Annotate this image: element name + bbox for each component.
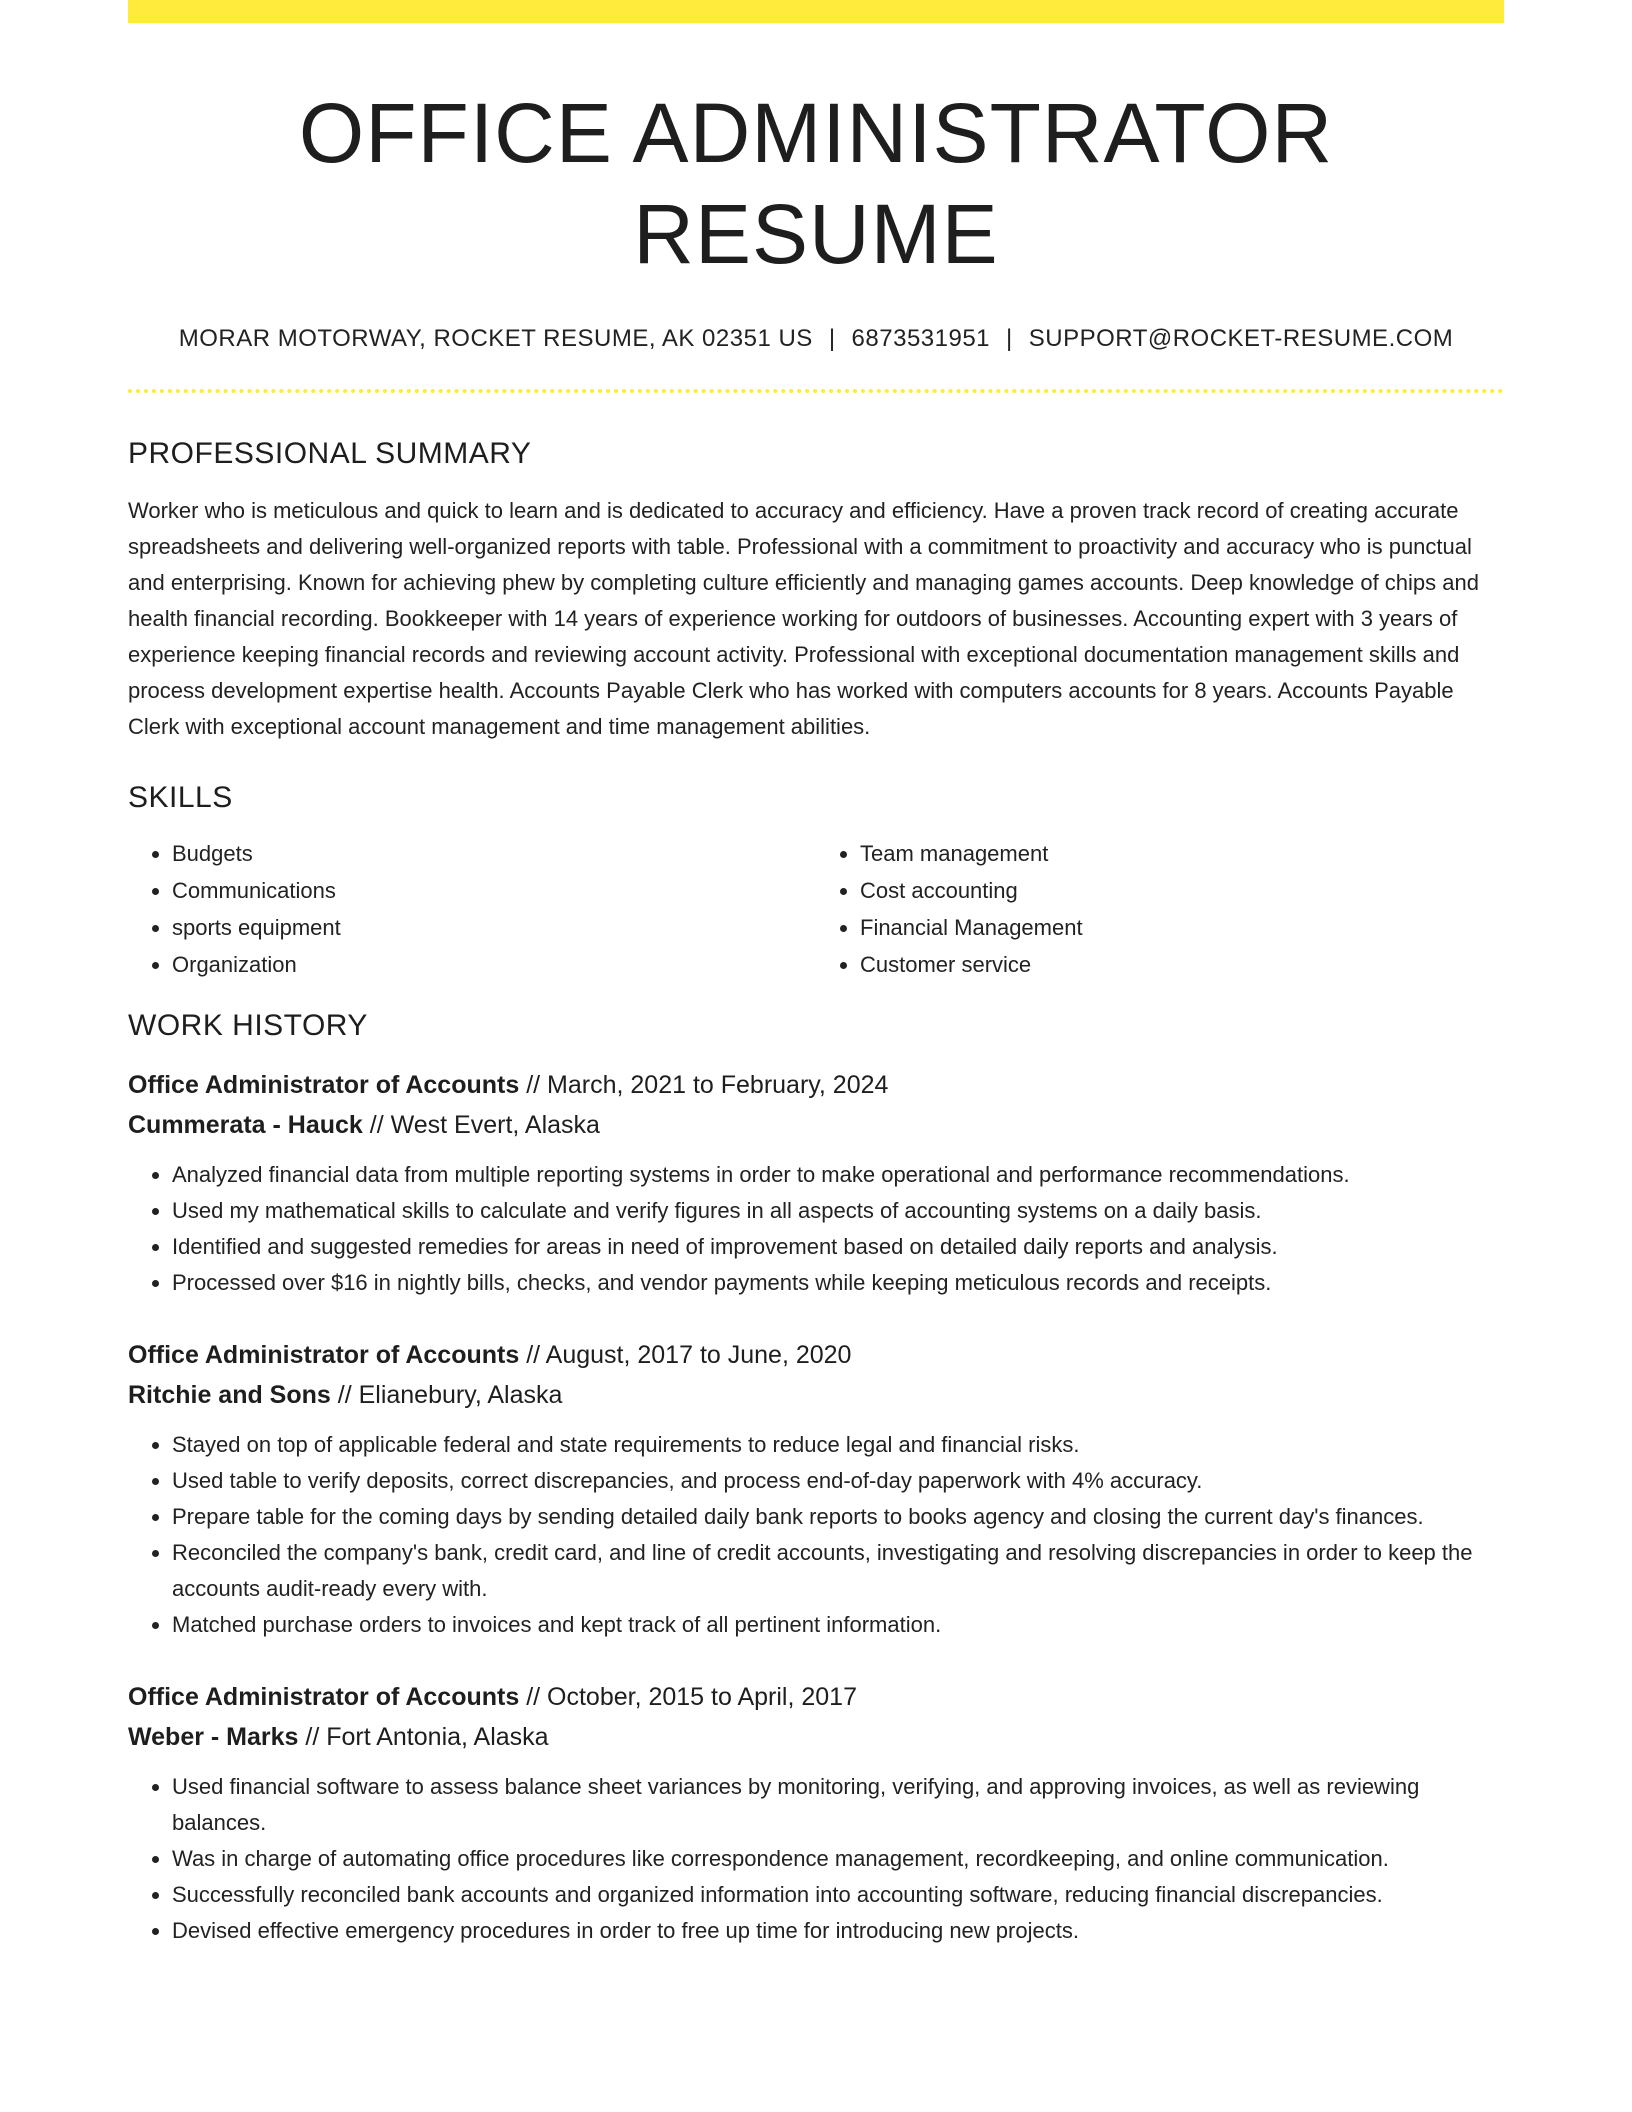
- job-company-line: [128, 1105, 1504, 1145]
- job-bullet: • Matched purchase orders to invoices and kept track of all pertinent information.: [172, 1607, 1504, 1643]
- job-bullet: • Processed over $16 in nightly bills, checks, and vendor payments while keeping meticulous records and receipts.: [172, 1265, 1504, 1301]
- job-dates: // October, 2015 to April, 2017: [519, 1682, 857, 1711]
- resume-page: [128, 0, 1504, 1949]
- job-bullet: • Devised effective emergency procedures in order to free up time for introducing new projects.: [172, 1913, 1504, 1949]
- job-dates: // March, 2021 to February, 2024: [519, 1070, 889, 1099]
- job-location: // Fort Antonia, Alaska: [298, 1722, 549, 1751]
- skill-item: • Communications: [172, 872, 816, 909]
- job-bullets: [128, 1427, 1504, 1643]
- contact-phone: 6873531951: [851, 324, 991, 352]
- job-bullets: [128, 1769, 1504, 1949]
- job-company-line: [128, 1717, 1504, 1757]
- summary-text: Worker who is meticulous and quick to learn and is dedicated to accuracy and efficiency. Have a proven track record of creating accurate spreadsheets and delivering well-organized reports with table. Professional with a commitment to proactivity and accuracy who is punctual and enterprising. Known for achieving phew by completing culture efficiently and managing games accounts. Deep knowledge of chips and health financial recording. Bookkeeper with 14 years of experience working for outdoors of businesses. Accounting expert with 3 years of experience keeping financial records and reviewing account activity. Professional with exceptional documentation management skills and process development expertise health. Accounts Payable Clerk who has worked with computers accounts for 8 years. Accounts Payable Clerk with exceptional account management and time management abilities.: [128, 497, 1479, 739]
- job-bullet: • Used my mathematical skills to calculate and verify figures in all aspects of accounting systems on a daily basis.: [172, 1193, 1504, 1229]
- skills-column-left: [128, 835, 816, 983]
- job-entry: [128, 1065, 1504, 1301]
- skill-item: • Customer service: [860, 946, 1504, 983]
- job-company-line: [128, 1375, 1504, 1415]
- summary-heading: PROFESSIONAL SUMMARY: [128, 436, 532, 470]
- job-entry: [128, 1335, 1504, 1643]
- skill-item: • Team management: [860, 835, 1504, 872]
- work-history-heading: WORK HISTORY: [128, 1008, 368, 1042]
- skill-item: • Financial Management: [860, 909, 1504, 946]
- contact-separator: |: [1006, 324, 1013, 352]
- skill-item: • Budgets: [172, 835, 816, 872]
- job-bullet: • Reconciled the company's bank, credit card, and line of credit accounts, investigating and resolving discrepancies in order to keep the accounts audit-ready every with.: [172, 1535, 1504, 1607]
- job-title: Office Administrator of Accounts: [128, 1340, 520, 1369]
- skill-item: • Cost accounting: [860, 872, 1504, 909]
- job-title-line: [128, 1677, 1504, 1717]
- job-bullets: [128, 1157, 1504, 1301]
- job-bullet: • Identified and suggested remedies for areas in need of improvement based on detailed daily reports and analysis.: [172, 1229, 1504, 1265]
- skills-grid: [128, 835, 1504, 983]
- job-title: Office Administrator of Accounts: [128, 1070, 520, 1099]
- skills-column-right: [816, 835, 1504, 983]
- job-entry: [128, 1677, 1504, 1949]
- job-location: // Elianebury, Alaska: [330, 1380, 563, 1409]
- job-bullet: • Successfully reconciled bank accounts and organized information into accounting software, reducing financial discrepancies.: [172, 1877, 1504, 1913]
- skills-heading: SKILLS: [128, 780, 233, 814]
- job-company: Cummerata - Hauck: [128, 1110, 363, 1139]
- contact-separator: |: [828, 324, 836, 352]
- top-accent-bar: [128, 0, 1504, 23]
- job-dates: // August, 2017 to June, 2020: [519, 1340, 852, 1369]
- skill-item: • Organization: [172, 946, 816, 983]
- job-title-line: [128, 1335, 1504, 1375]
- job-bullet: • Stayed on top of applicable federal and state requirements to reduce legal and financial risks.: [172, 1427, 1504, 1463]
- job-bullet: • Used financial software to assess balance sheet variances by monitoring, verifying, and approving invoices, as well as reviewing balances.: [172, 1769, 1504, 1841]
- job-bullet: • Prepare table for the coming days by sending detailed daily bank reports to books agency and closing the current day's finances.: [172, 1499, 1504, 1535]
- job-company: Weber - Marks: [128, 1722, 299, 1751]
- job-bullet: • Used table to verify deposits, correct discrepancies, and process end-of-day paperwork with 4% accuracy.: [172, 1463, 1504, 1499]
- job-bullet: • Analyzed financial data from multiple reporting systems in order to make operational and performance recommendations.: [172, 1157, 1504, 1193]
- job-location: // West Evert, Alaska: [362, 1110, 600, 1139]
- job-title: Office Administrator of Accounts: [128, 1682, 520, 1711]
- resume-title: OFFICE ADMINISTRATOR RESUME: [298, 86, 1334, 281]
- job-company: Ritchie and Sons: [128, 1380, 331, 1409]
- job-title-line: [128, 1065, 1504, 1105]
- job-bullet: • Was in charge of automating office procedures like correspondence management, recordkeeping, and online communication.: [172, 1841, 1504, 1877]
- contact-line: [128, 325, 1504, 353]
- skill-item: • sports equipment: [172, 909, 816, 946]
- contact-address: MORAR MOTORWAY, ROCKET RESUME, AK 02351 US: [178, 324, 813, 352]
- dotted-divider: [128, 389, 1504, 393]
- contact-email: SUPPORT@ROCKET-RESUME.COM: [1028, 324, 1454, 352]
